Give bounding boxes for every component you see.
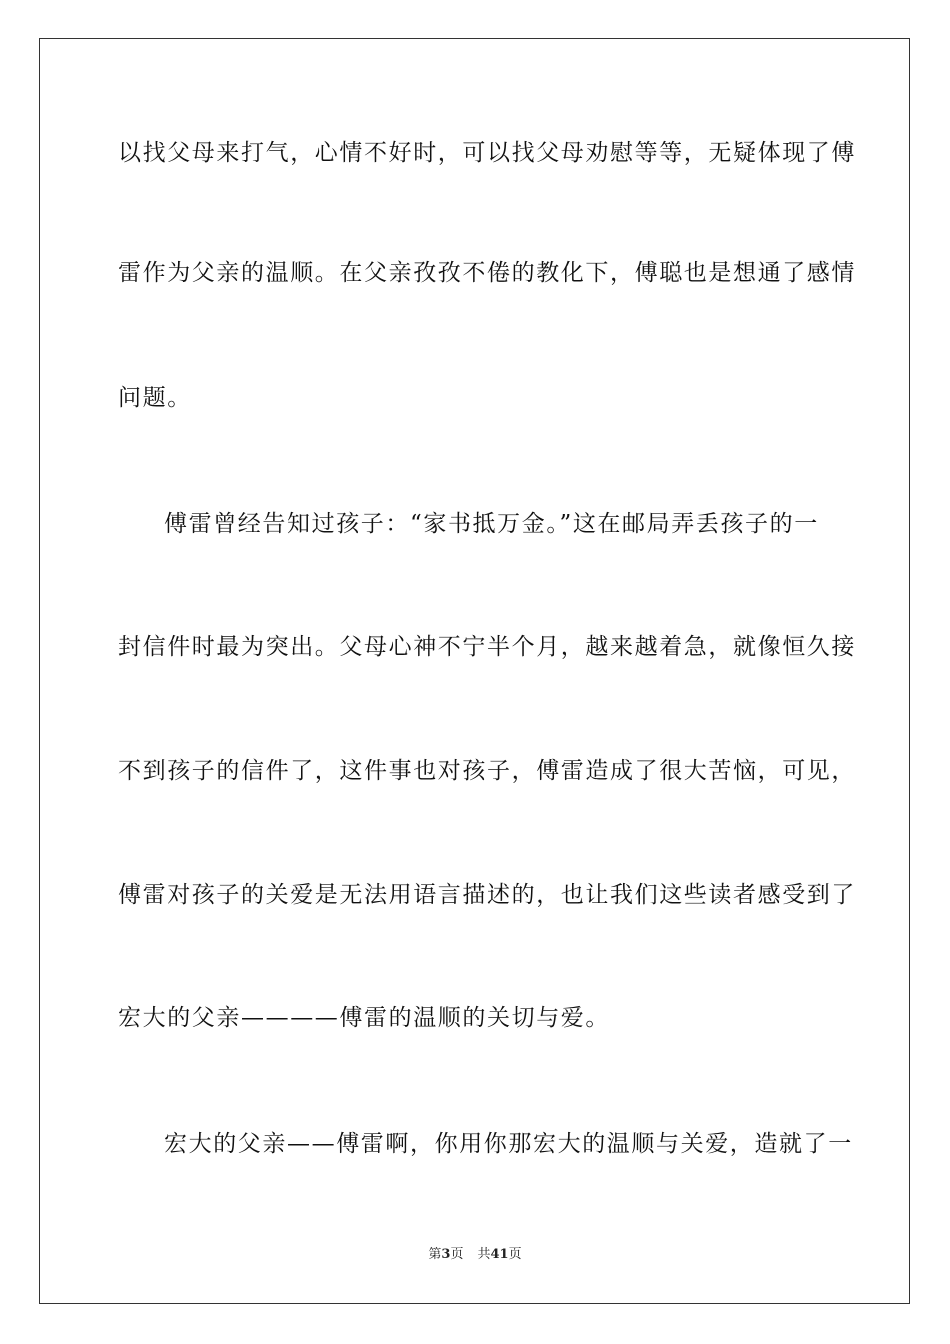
page-number: 3: [441, 1247, 451, 1262]
page-suffix: 页: [450, 1247, 464, 1262]
total-pages: 41: [490, 1247, 509, 1262]
page-prefix: 第: [428, 1247, 442, 1262]
page-border: [39, 38, 910, 1304]
text-line-1: 以找父母来打气，心情不好时，可以找父母劝慰等等，无疑体现了傅: [118, 140, 856, 166]
text-line-9: 宏大的父亲——傅雷啊，你用你那宏大的温顺与关爱，造就了一: [164, 1131, 853, 1157]
text-line-5: 封信件时最为突出。父母心神不宁半个月，越来越着急，就像恒久接: [118, 634, 856, 660]
text-line-7: 傅雷对孩子的关爱是无法用语言描述的，也让我们这些读者感受到了: [118, 882, 856, 908]
text-line-2: 雷作为父亲的温顺。在父亲孜孜不倦的教化下，傅聪也是想通了感情: [118, 260, 856, 286]
text-line-4: 傅雷曾经告知过孩子：“家书抵万金。”这在邮局弄丢孩子的一: [164, 511, 819, 537]
page-footer: [0, 1246, 950, 1264]
total-prefix: 共: [477, 1247, 491, 1262]
text-line-3: 问题。: [118, 385, 192, 411]
text-line-8: 宏大的父亲————傅雷的温顺的关切与爱。: [118, 1005, 610, 1031]
total-suffix: 页: [508, 1247, 522, 1262]
text-line-6: 不到孩子的信件了，这件事也对孩子，傅雷造成了很大苦恼，可见，: [118, 758, 856, 784]
